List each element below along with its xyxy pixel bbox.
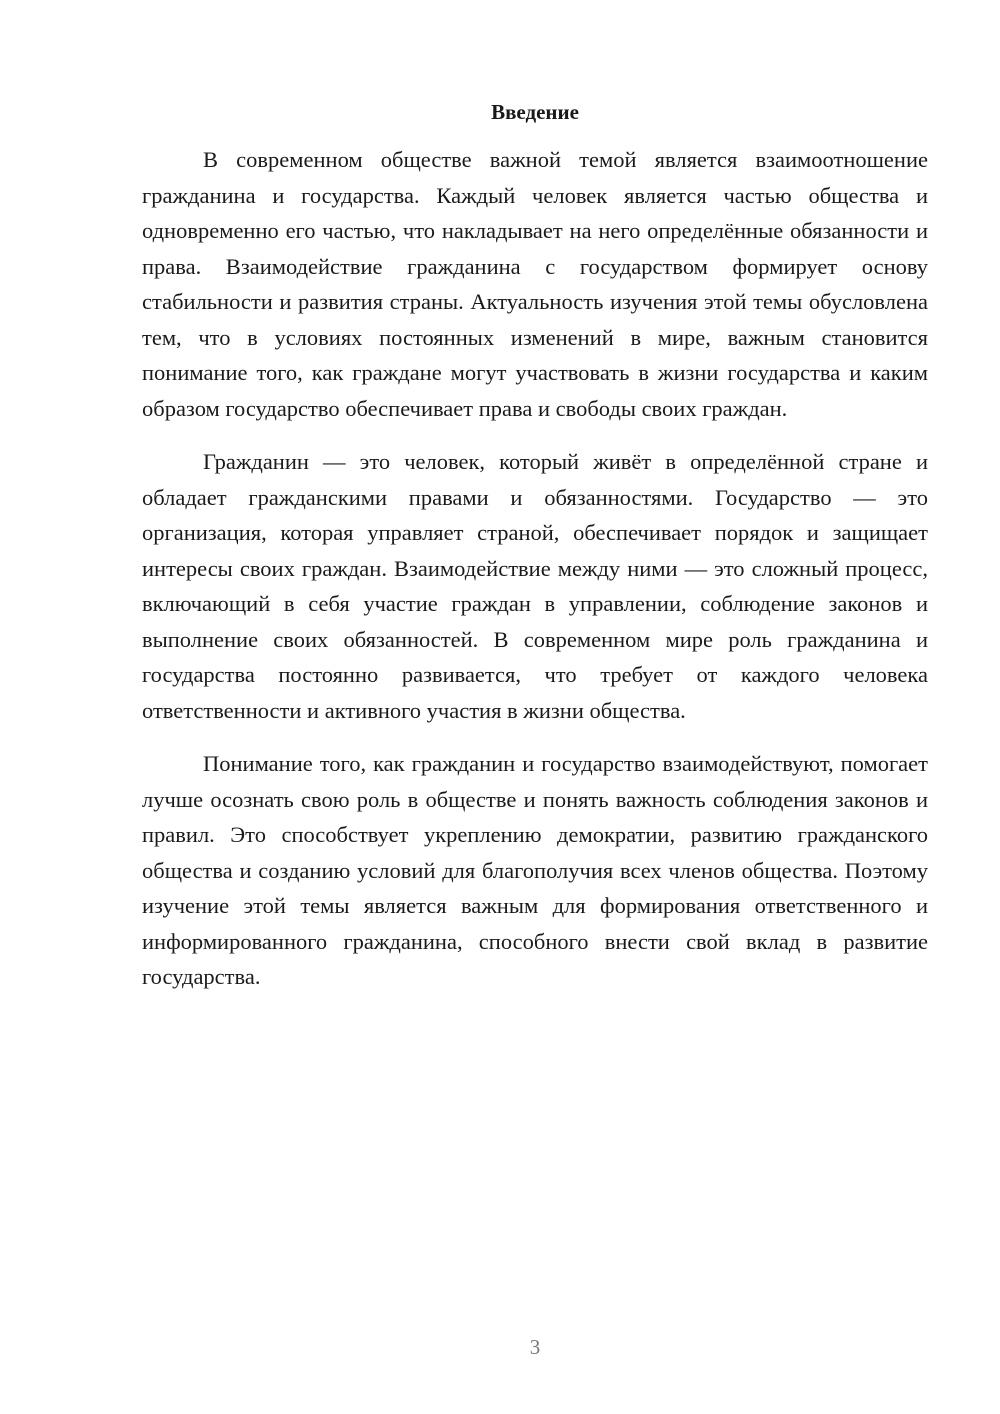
body-text: [142, 142, 928, 1013]
paragraph-3: Понимание того, как гражданин и государство взаимодействуют, помогает лучше осознать свою роль в обществе и понять важность соблюдения законов и правил. Это способствует укреплению демократии, развитию гражданского общества и созданию условий для благополучия всех членов общества. Поэтому изучение этой темы является важным для формирования ответственного и информированного гражданина, способного внести свой вклад в развитие государства.: [142, 751, 928, 989]
page-number: 3: [529, 1335, 541, 1359]
paragraph-1: В современном обществе важной темой является взаимоотношение гражданина и государства. Каждый человек является частью общества и одновременно его частью, что накладывает на него определённые обязанности и права. Взаимодействие гражданина с государством формирует основу стабильности и развития страны. Актуальность изучения этой темы обусловлена тем, что в условиях постоянных изменений в мире, важным становится понимание того, как граждане могут участвовать в жизни государства и каким образом государство обеспечивает права и свободы своих граждан.: [142, 147, 928, 421]
section-heading: Введение: [491, 100, 579, 124]
paragraph-2: Гражданин — это человек, который живёт в определённой стране и обладает гражданскими правами и обязанностями. Государство — это организация, которая управляет страной, обеспечивает порядок и защищает интересы своих граждан. Взаимодействие между ними — это сложный процесс, включающий в себя участие граждан в управлении, соблюдение законов и выполнение своих обязанностей. В современном мире роль гражданина и государства постоянно развивается, что требует от каждого человека ответственности и активного участия в жизни общества.: [142, 449, 928, 723]
